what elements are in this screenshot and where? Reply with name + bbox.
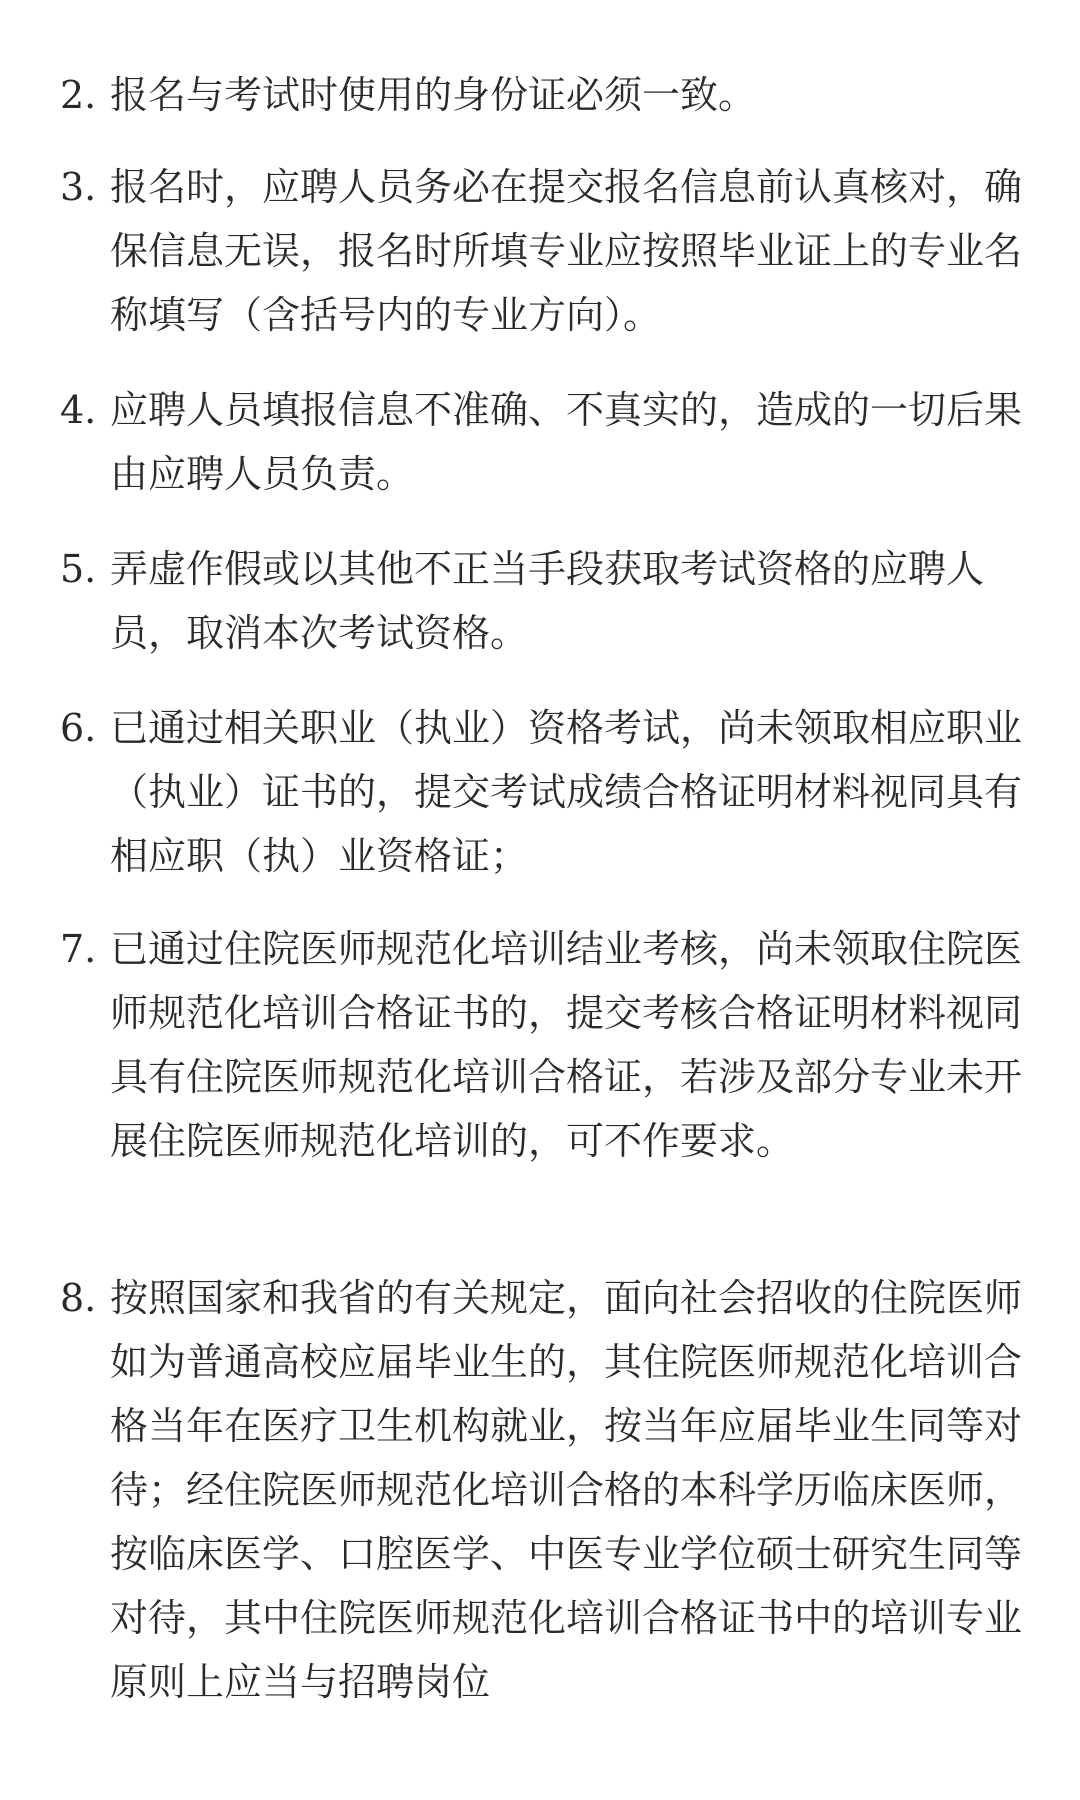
item-number: 7.	[60, 927, 97, 971]
list-item-3	[60, 155, 1030, 347]
item-text: 报名时，应聘人员务必在提交报名信息前认真核对，确保信息无误，报名时所填专业应按照毕业证上的专业名称填写（含括号内的专业方向）。	[110, 165, 1023, 337]
item-number: 8.	[60, 1276, 97, 1320]
item-text: 按照国家和我省的有关规定，面向社会招收的住院医师如为普通高校应届毕业生的，其住院医师规范化培训合格当年在医疗卫生机构就业，按当年应届毕业生同等对待；经住院医师规范化培训合格的本科学历临床医师，按临床医学、口腔医学、中医专业学位硕士研究生同等对待，其中住院医师规范化培训合格证书中的培训专业原则上应当与招聘岗位	[110, 1276, 1023, 1704]
item-text: 弄虚作假或以其他不正当手段获取考试资格的应聘人员，取消本次考试资格。	[110, 547, 985, 655]
list-item-2	[60, 63, 1030, 127]
item-text: 已通过相关职业（执业）资格考试，尚未领取相应职业（执业）证书的，提交考试成绩合格证明材料视同具有相应职（执）业资格证；	[110, 706, 1023, 878]
item-number: 2.	[60, 73, 97, 117]
item-text: 已通过住院医师规范化培训结业考核，尚未领取住院医师规范化培训合格证书的，提交考核合格证明材料视同具有住院医师规范化培训合格证，若涉及部分专业未开展住院医师规范化培训的，可不作要求。	[110, 927, 1023, 1163]
list-item-7	[60, 917, 1030, 1173]
item-number: 6.	[60, 706, 97, 750]
list-item-6	[60, 696, 1030, 888]
item-number: 3.	[60, 165, 97, 209]
item-text: 报名与考试时使用的身份证必须一致。	[110, 73, 757, 117]
item-number: 4.	[60, 388, 97, 432]
list-item-4	[60, 378, 1030, 506]
list-item-5	[60, 537, 1030, 665]
item-number: 5.	[60, 547, 97, 591]
list-item-8	[60, 1266, 1030, 1714]
item-text: 应聘人员填报信息不准确、不真实的，造成的一切后果由应聘人员负责。	[110, 388, 1023, 496]
